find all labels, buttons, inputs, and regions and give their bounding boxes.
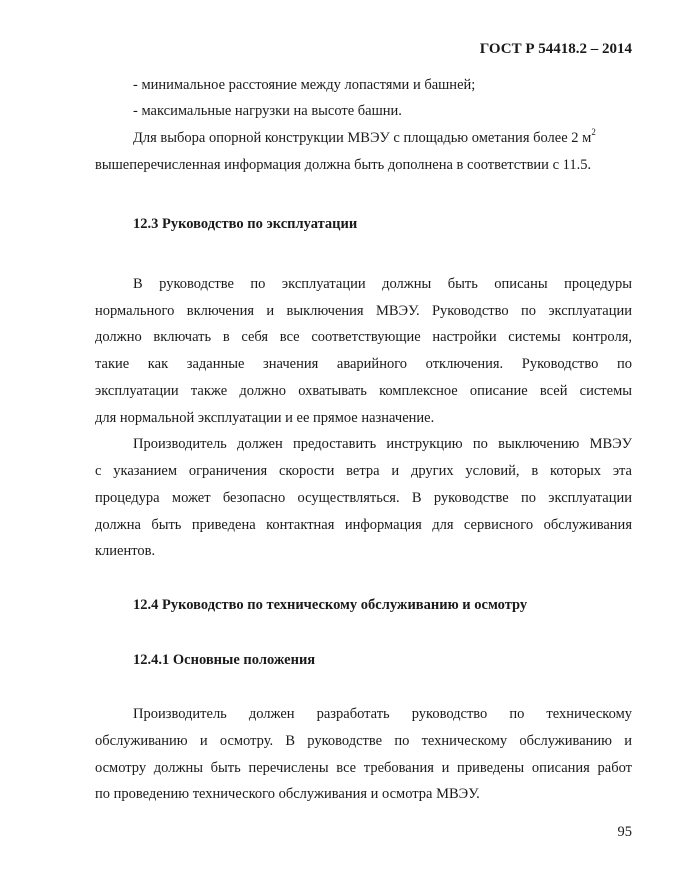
document-header: ГОСТ Р 54418.2 – 2014	[479, 41, 632, 57]
paragraph-line: обслуживанию и осмотру. В руководстве по техническому обслуживанию и	[95, 733, 632, 749]
paragraph-line: эксплуатации также должно охватывать комплексное описание всей системы	[95, 383, 632, 399]
paragraph-line	[133, 127, 596, 146]
paragraph-line: должна быть приведена контактная информация для сервисного обслуживания	[95, 517, 632, 533]
superscript: 2	[591, 127, 596, 137]
paragraph-line: Производитель должен разработать руководство по техническому	[133, 706, 632, 722]
list-item: - максимальные нагрузки на высоте башни.	[133, 103, 402, 119]
page-number: 95	[617, 824, 632, 840]
paragraph-line: по проведению технического обслуживания и осмотра МВЭУ.	[95, 786, 480, 802]
paragraph-line: для нормальной эксплуатации и ее прямое назначение.	[95, 410, 435, 426]
paragraph-line: осмотру должны быть перечислены все требования и приведены описания работ	[95, 760, 632, 776]
paragraph-line: с указанием ограничения скорости ветра и других условий, в которых эта	[95, 463, 632, 479]
paragraph-line: В руководстве по эксплуатации должны быть описаны процедуры	[133, 276, 632, 292]
paragraph-line: процедура может безопасно осуществляться. В руководстве по эксплуатации	[95, 490, 632, 506]
section-heading: 12.4 Руководство по техническому обслуживанию и осмотру	[133, 597, 528, 613]
paragraph-line: вышеперечисленная информация должна быть дополнена в соответствии с 11.5.	[95, 157, 592, 173]
paragraph-line: должно включать в себя все соответствующие настройки системы контроля,	[95, 329, 632, 345]
paragraph-line: нормального включения и выключения МВЭУ. Руководство по эксплуатации	[95, 303, 632, 319]
subsection-heading: 12.4.1 Основные положения	[133, 652, 316, 668]
list-item: - минимальное расстояние между лопастями и башней;	[133, 77, 476, 93]
paragraph-text: Для выбора опорной конструкции МВЭУ с площадью ометания более 2 м	[133, 130, 592, 146]
paragraph-line: Производитель должен предоставить инструкцию по выключению МВЭУ	[133, 436, 632, 452]
paragraph-line: такие как заданные значения аварийного отключения. Руководство по	[95, 356, 632, 372]
section-heading: 12.3 Руководство по эксплуатации	[133, 216, 358, 232]
paragraph-line: клиентов.	[95, 543, 156, 559]
